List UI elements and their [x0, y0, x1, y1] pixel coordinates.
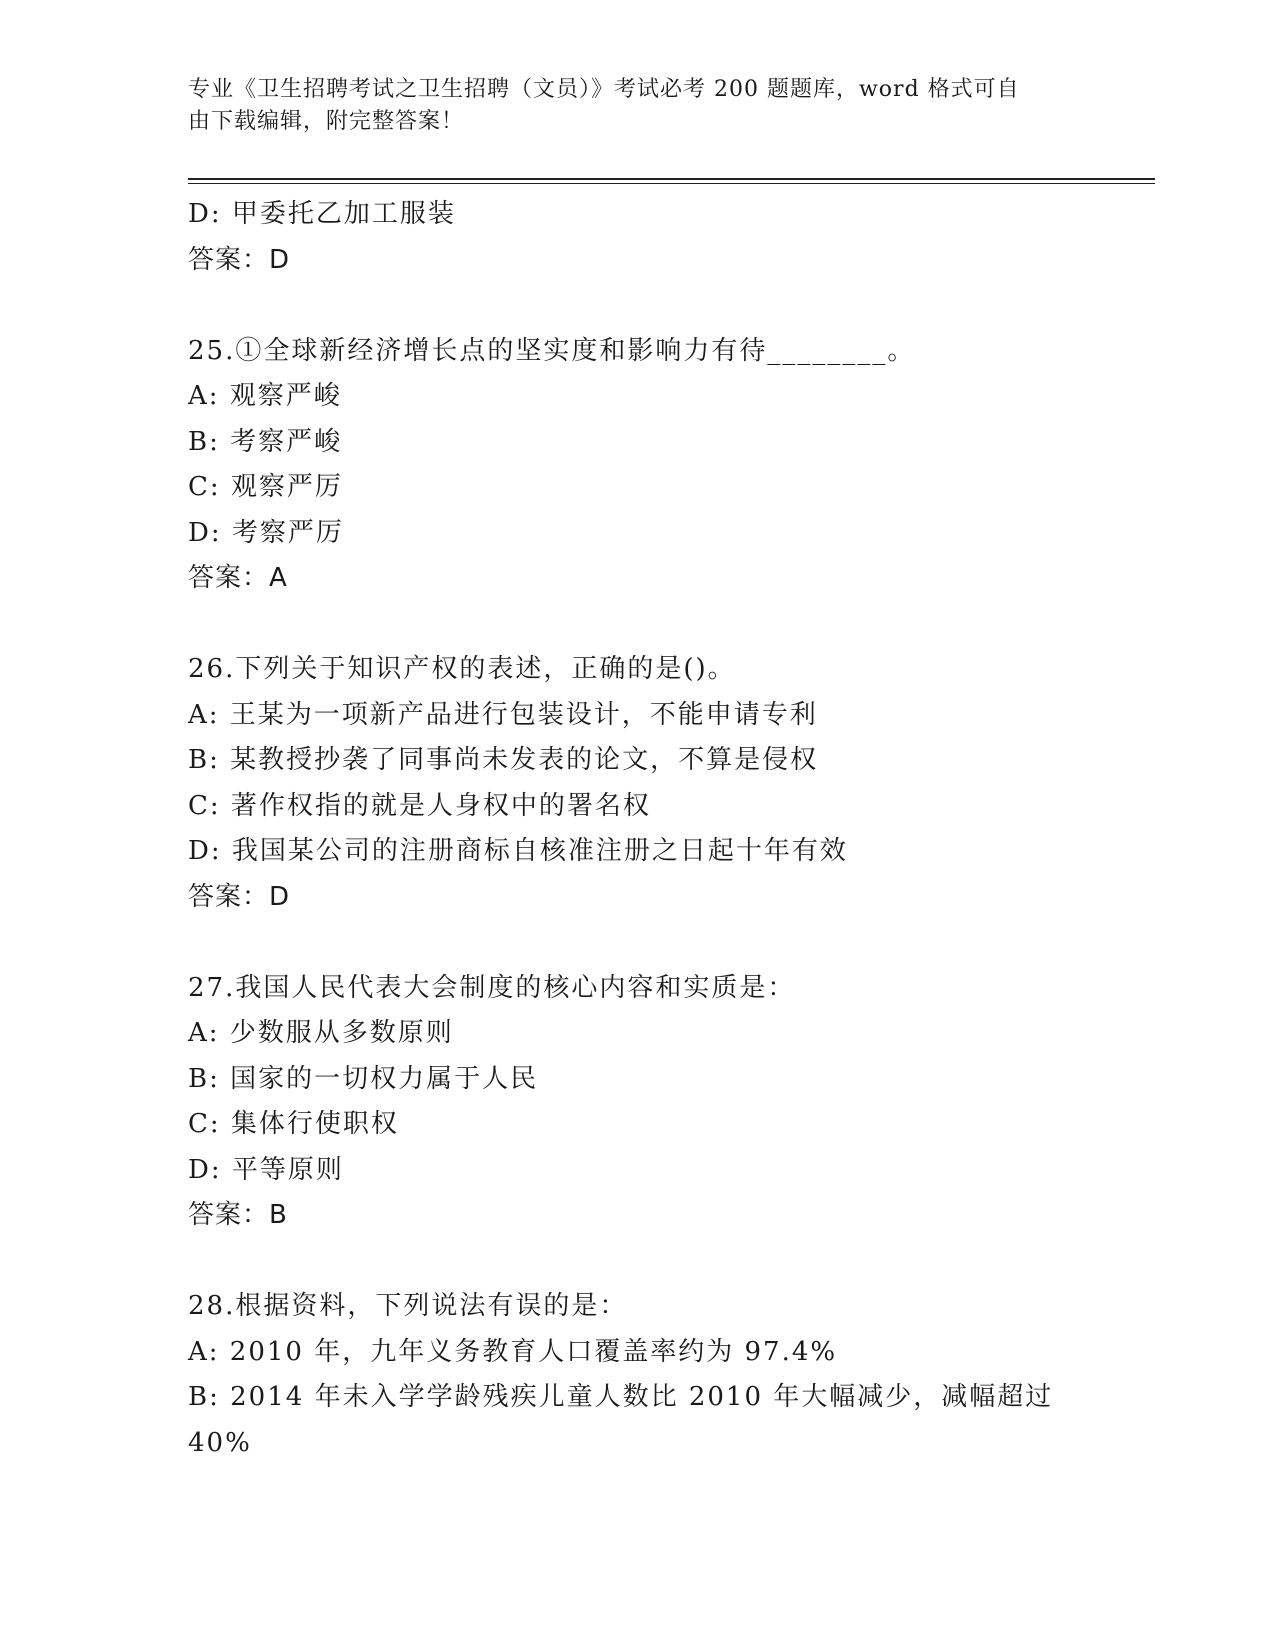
question-block-prev — [188, 192, 1088, 283]
question-text: 25.①全球新经济增长点的坚实度和影响力有待________。 — [188, 335, 916, 366]
option-a: A: 观察严峻 — [188, 381, 342, 411]
option-a: A: 王某为一项新产品进行包装设计，不能申请专利 — [188, 699, 818, 730]
question-block-25 — [188, 329, 1088, 602]
question-list — [188, 192, 1088, 1466]
question-text: 26.下列关于知识产权的表述，正确的是()。 — [188, 654, 736, 684]
option-b: B: 2014 年未入学学龄残疾儿童人数比 2010 年大幅减少，减幅超过 — [188, 1382, 1054, 1412]
option-c: C: 观察严厉 — [188, 472, 343, 502]
option-b: B: 考察严峻 — [188, 426, 343, 457]
question-text: 27.我国人民代表大会制度的核心内容和实质是： — [188, 972, 796, 1003]
option-a: A: 2010 年，九年义务教育人口覆盖率约为 97.4% — [188, 1336, 838, 1367]
answer-line: 答案：D — [188, 881, 291, 912]
question-block-26 — [188, 647, 1088, 920]
question-block-28 — [188, 1284, 1088, 1466]
option-c: C: 集体行使职权 — [188, 1109, 399, 1139]
option-d: D: 我国某公司的注册商标自核准注册之日起十年有效 — [188, 836, 848, 866]
option-a: A: 少数服从多数原则 — [188, 1018, 454, 1048]
option-d: D: 考察严厉 — [188, 517, 344, 548]
spacer — [188, 283, 1088, 329]
option-b: B: 国家的一切权力属于人民 — [188, 1063, 539, 1094]
option-d: D: 甲委托乙加工服装 — [188, 199, 456, 229]
answer-line: 答案：B — [188, 1200, 288, 1230]
option-b-continued: 40% — [188, 1427, 252, 1458]
answer-line: 答案：D — [188, 244, 291, 275]
option-c: C: 著作权指的就是人身权中的署名权 — [188, 790, 651, 821]
header-divider-thin — [188, 183, 1155, 184]
question-text: 28.根据资料，下列说法有误的是： — [188, 1291, 628, 1321]
header-divider-thick — [188, 178, 1155, 180]
answer-line: 答案：A — [188, 563, 288, 593]
spacer — [188, 602, 1088, 648]
spacer — [188, 1239, 1088, 1285]
option-d: D: 平等原则 — [188, 1154, 344, 1185]
option-b: B: 某教授抄袭了同事尚未发表的论文，不算是侵权 — [188, 745, 819, 775]
question-block-27 — [188, 966, 1088, 1239]
header-line-1: 专业《卫生招聘考试之卫生招聘（文员）》考试必考 200 题题库，word 格式可自 — [188, 77, 1020, 102]
header-line-2: 由下载编辑，附完整答案！ — [188, 109, 465, 134]
page-header — [188, 74, 1068, 138]
spacer — [188, 920, 1088, 966]
